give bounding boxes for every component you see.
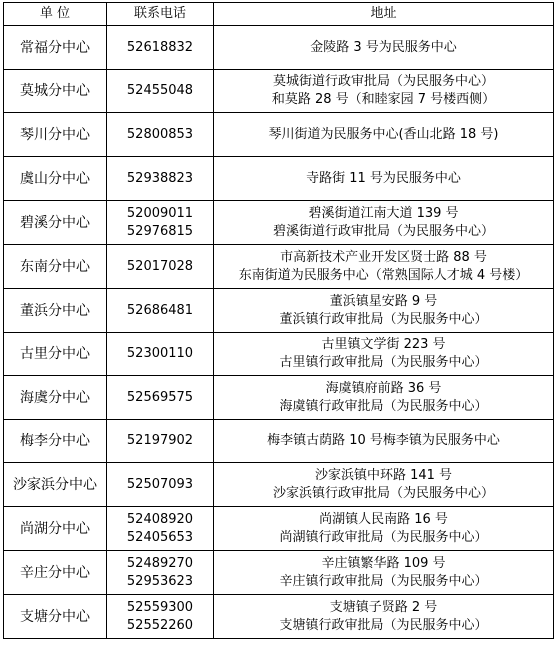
table-header-row	[4, 3, 554, 26]
address-cell	[214, 201, 554, 245]
address-cell	[214, 463, 554, 507]
address-line: 古里镇文学街 223 号	[321, 337, 446, 352]
unit-cell: 常福分中心	[4, 26, 107, 70]
phone-number: 52976815	[126, 223, 194, 239]
unit-cell: 海虞分中心	[4, 376, 107, 420]
phone-number: 52552260	[126, 617, 194, 633]
table-row	[4, 595, 554, 639]
address-line: 和莫路 28 号（和睦家园 7 号楼西侧）	[271, 92, 496, 107]
phone-cell	[107, 551, 214, 595]
phone-number: 52300110	[126, 346, 194, 361]
address-line: 董浜镇星安路 9 号	[329, 293, 438, 309]
address-line: 辛庄镇行政审批局（为民服务中心）	[279, 573, 488, 589]
phone-number: 52953623	[126, 573, 194, 589]
unit-cell: 虞山分中心	[4, 157, 107, 201]
address-line: 古里镇行政审批局（为民服务中心）	[279, 355, 488, 370]
unit-cell: 东南分中心	[4, 245, 107, 289]
address-line: 莫城街道行政审批局（为民服务中心）	[272, 74, 494, 89]
address-cell	[214, 70, 554, 113]
unit-cell: 辛庄分中心	[4, 551, 107, 595]
phone-number: 52559300	[126, 599, 194, 615]
service-center-table	[3, 2, 554, 639]
phone-number: 52197902	[126, 433, 194, 448]
address-cell	[214, 289, 554, 333]
header-unit: 单 位	[4, 3, 107, 26]
unit-cell: 支塘分中心	[4, 595, 107, 639]
address-cell	[214, 157, 554, 201]
phone-number: 52489270	[126, 555, 194, 571]
unit-cell: 梅李分中心	[4, 420, 107, 463]
table-row	[4, 26, 554, 70]
phone-number: 52455048	[126, 83, 194, 98]
unit-cell: 尚湖分中心	[4, 507, 107, 551]
address-line: 尚湖镇行政审批局（为民服务中心）	[279, 529, 488, 545]
unit-cell: 沙家浜分中心	[4, 463, 107, 507]
address-cell	[214, 551, 554, 595]
table-row	[4, 201, 554, 245]
table-row	[4, 376, 554, 420]
table-row	[4, 420, 554, 463]
address-cell	[214, 245, 554, 289]
phone-number: 52009011	[126, 205, 194, 221]
phone-cell	[107, 245, 214, 289]
phone-number: 52800853	[126, 126, 194, 142]
phone-cell	[107, 507, 214, 551]
phone-cell	[107, 420, 214, 463]
phone-number: 52569575	[126, 389, 194, 405]
phone-cell	[107, 70, 214, 113]
address-line: 市高新技术产业开发区贤士路 88 号	[280, 249, 487, 265]
address-cell	[214, 376, 554, 420]
address-line: 海虞镇行政审批局（为民服务中心）	[279, 398, 488, 414]
header-address: 地址	[214, 3, 554, 26]
table-row	[4, 551, 554, 595]
phone-cell	[107, 333, 214, 376]
table-row	[4, 70, 554, 113]
table-row	[4, 113, 554, 157]
phone-number: 52507093	[126, 476, 194, 492]
phone-number: 52686481	[126, 302, 194, 318]
table-row	[4, 157, 554, 201]
phone-number: 52618832	[126, 39, 194, 55]
table-row	[4, 507, 554, 551]
address-line: 海虞镇府前路 36 号	[325, 380, 442, 396]
address-line: 梅李镇古荫路 10 号梅李镇为民服务中心	[267, 433, 500, 448]
address-line: 碧溪街道江南大道 139 号	[308, 205, 459, 221]
unit-cell: 琴川分中心	[4, 113, 107, 157]
address-line: 碧溪街道行政审批局（为民服务中心）	[272, 223, 494, 239]
table-row	[4, 245, 554, 289]
address-line: 董浜镇行政审批局（为民服务中心）	[279, 311, 488, 327]
phone-cell	[107, 289, 214, 333]
unit-cell: 古里分中心	[4, 333, 107, 376]
unit-cell: 董浜分中心	[4, 289, 107, 333]
address-line: 寺路街 11 号为民服务中心	[306, 170, 461, 186]
address-line: 金陵路 3 号为民服务中心	[310, 39, 457, 55]
address-cell	[214, 113, 554, 157]
address-line: 琴川街道为民服务中心(香山北路 18 号)	[268, 126, 499, 142]
header-phone: 联系电话	[107, 3, 214, 26]
address-line: 尚湖镇人民南路 16 号	[319, 511, 448, 527]
phone-cell	[107, 376, 214, 420]
table-row	[4, 333, 554, 376]
address-line: 支塘镇行政审批局（为民服务中心）	[279, 617, 488, 633]
table-row	[4, 463, 554, 507]
address-cell	[214, 26, 554, 70]
address-line: 沙家浜镇行政审批局（为民服务中心）	[272, 485, 494, 501]
address-cell	[214, 507, 554, 551]
phone-number: 52408920	[126, 511, 194, 527]
phone-cell	[107, 595, 214, 639]
table-row	[4, 289, 554, 333]
phone-cell	[107, 157, 214, 201]
address-line: 辛庄镇繁华路 109 号	[321, 555, 446, 571]
address-line: 东南街道为民服务中心（常熟国际人才城 4 号楼）	[238, 267, 529, 283]
phone-cell	[107, 463, 214, 507]
phone-number: 52938823	[126, 170, 194, 186]
phone-cell	[107, 113, 214, 157]
phone-number: 52405653	[126, 529, 194, 545]
phone-cell	[107, 26, 214, 70]
unit-cell: 碧溪分中心	[4, 201, 107, 245]
phone-cell	[107, 201, 214, 245]
address-cell	[214, 420, 554, 463]
address-line: 支塘镇子贤路 2 号	[329, 599, 438, 615]
address-cell	[214, 595, 554, 639]
unit-cell: 莫城分中心	[4, 70, 107, 113]
phone-number: 52017028	[126, 258, 194, 274]
address-line: 沙家浜镇中环路 141 号	[314, 467, 453, 483]
address-cell	[214, 333, 554, 376]
